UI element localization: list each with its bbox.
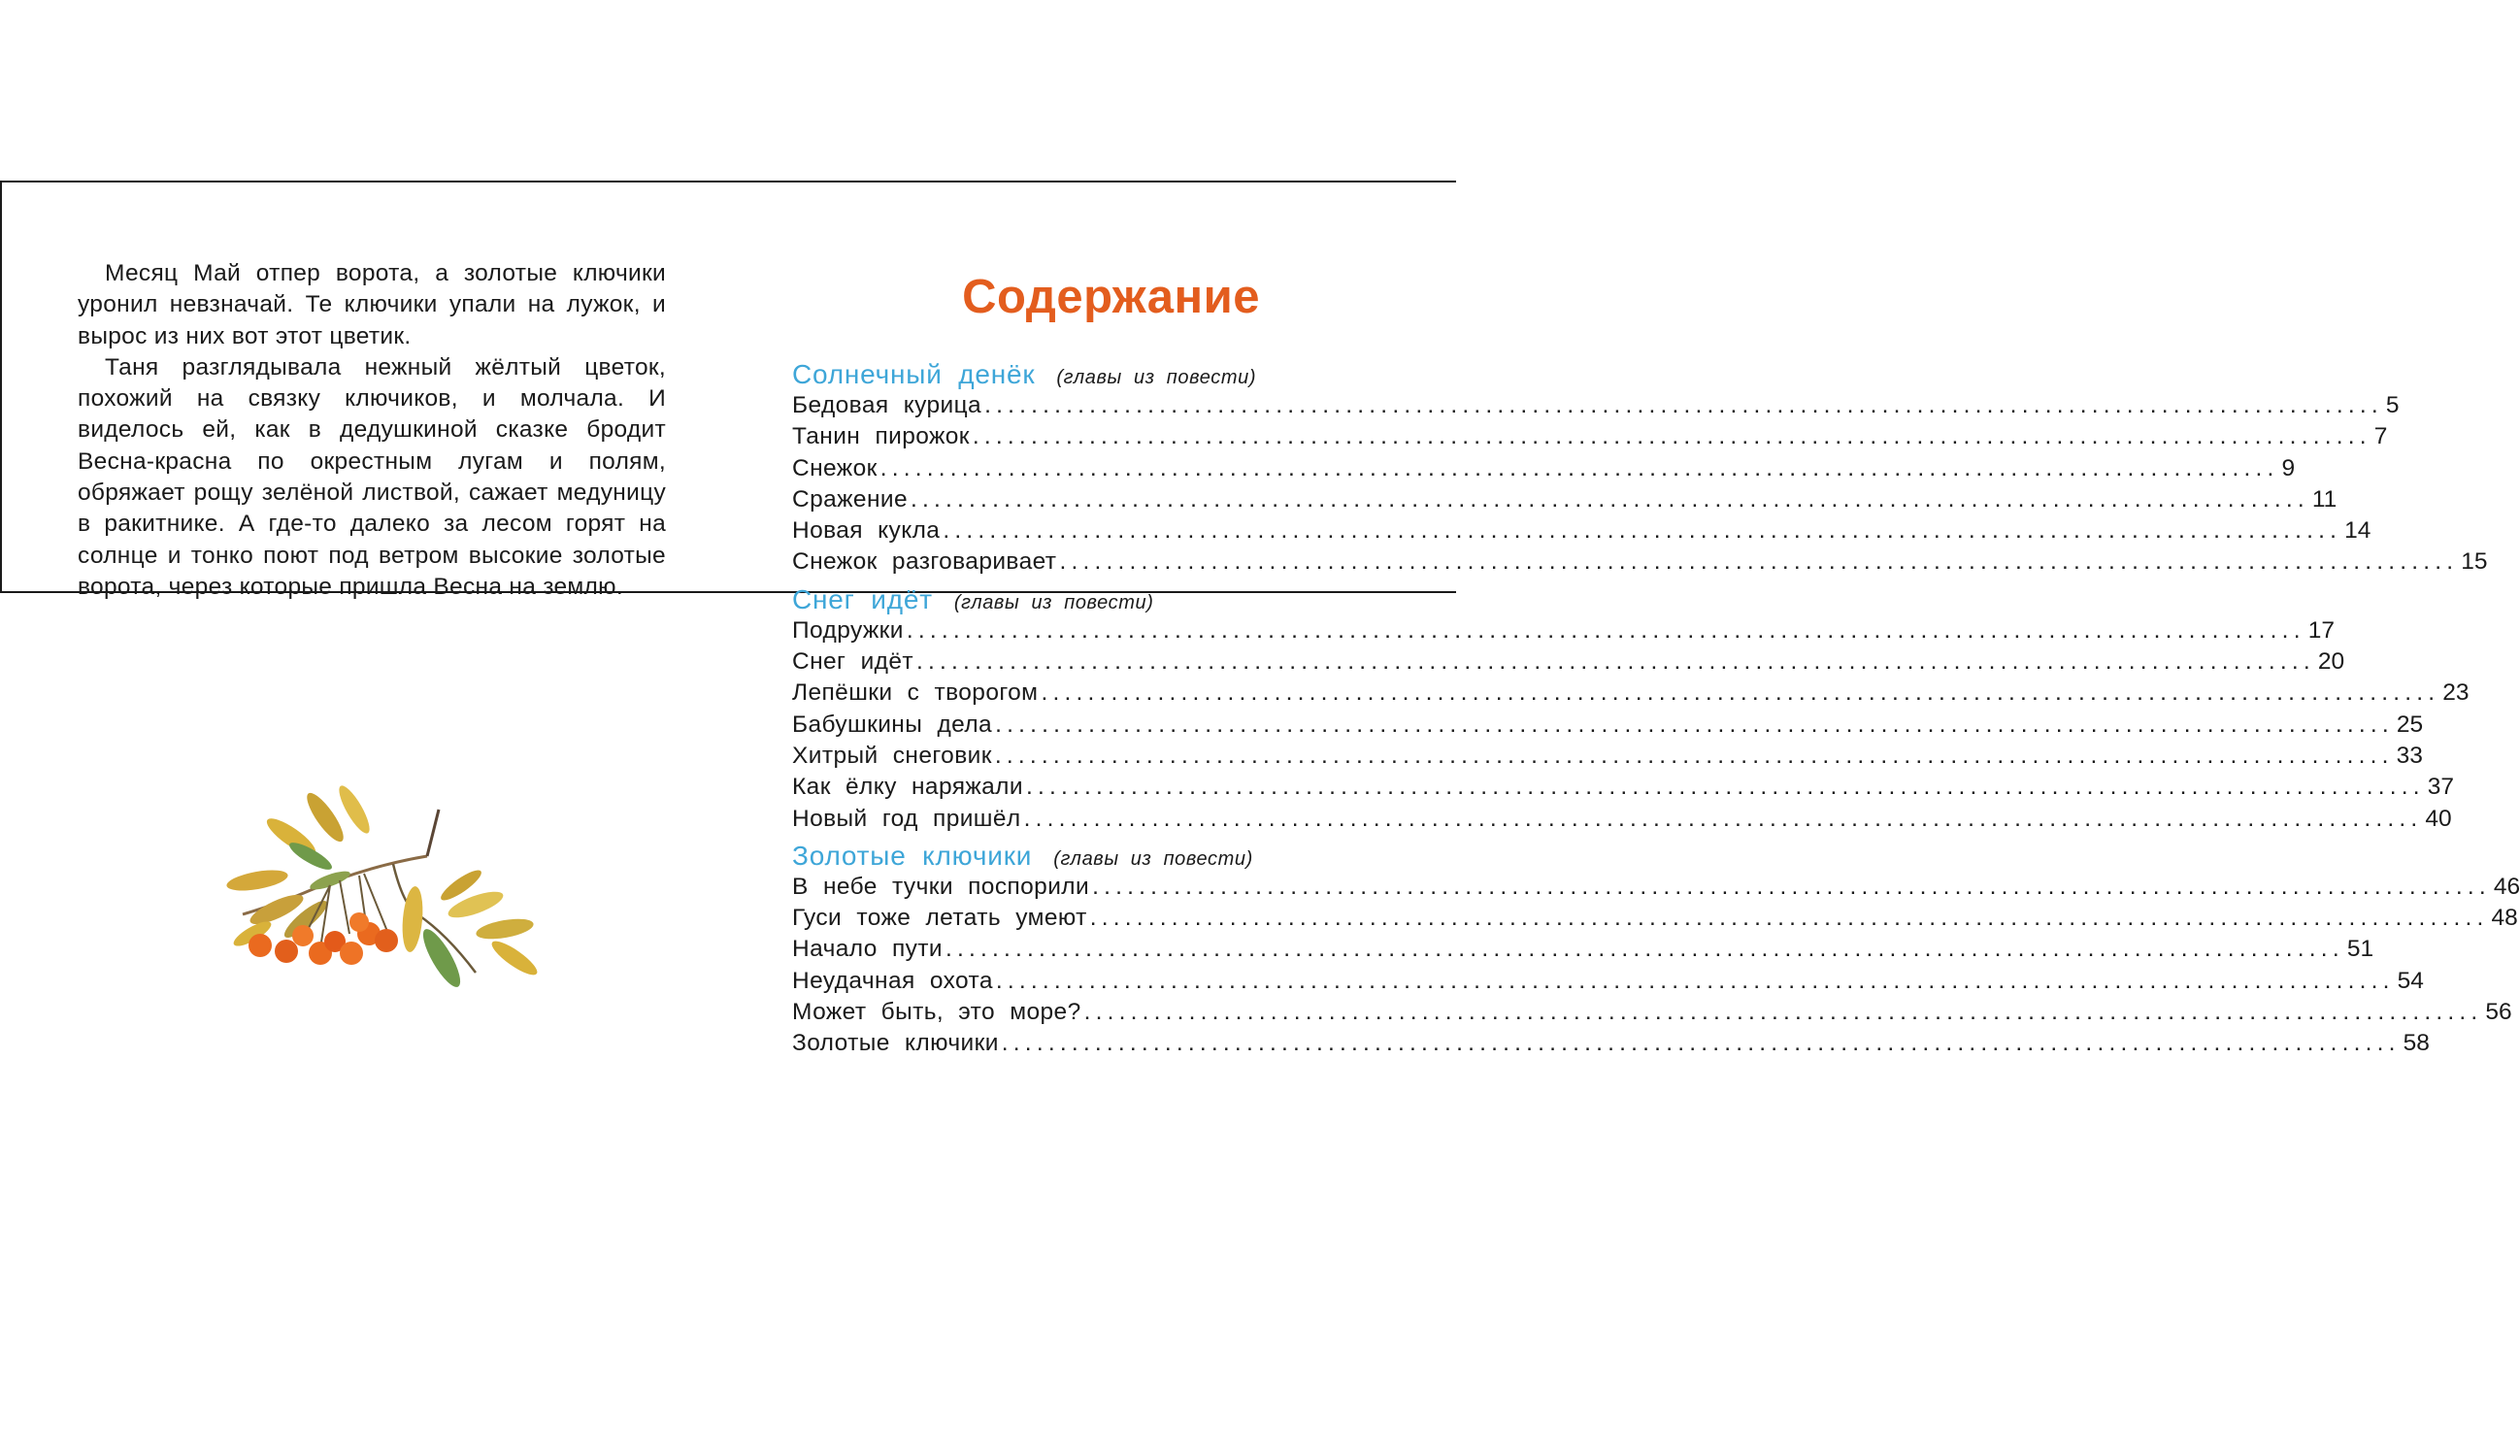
toc-leader-dots: ........................................................................................................................ bbox=[984, 392, 2383, 418]
toc-page-number: 25 bbox=[2396, 711, 2424, 738]
toc-page-number: 9 bbox=[2281, 454, 2296, 481]
toc-entry-label: Снег идёт bbox=[792, 648, 914, 676]
toc-page-number: 54 bbox=[2397, 967, 2424, 994]
toc-entry-label: Хитрый снеговик bbox=[792, 742, 992, 769]
toc-title: Содержание bbox=[962, 271, 1260, 323]
toc-leader-dots: ........................................................................................................................ bbox=[1025, 774, 2425, 801]
toc-leader-dots: ........................................................................................................................ bbox=[994, 742, 2394, 769]
toc-page-number: 40 bbox=[2425, 805, 2452, 832]
toc-entry bbox=[792, 805, 2452, 837]
toc-page-number: 58 bbox=[2403, 1030, 2430, 1057]
toc-entry bbox=[792, 454, 2296, 486]
toc-leader-dots: ........................................................................................................................ bbox=[1023, 805, 2423, 832]
toc-leader-dots: ........................................................................................................................ bbox=[995, 711, 2394, 738]
toc-page-number: 17 bbox=[2307, 616, 2335, 644]
toc-entry bbox=[792, 485, 2338, 517]
toc-entry-label: Танин пирожок bbox=[792, 423, 970, 450]
section-note: (главы из повести) bbox=[1053, 847, 1253, 870]
toc-entry bbox=[792, 679, 2470, 711]
toc-entry bbox=[792, 517, 2371, 548]
story-paragraph: Месяц Май отпер ворота, а золотые ключики уронил невзначай. Те ключики упали на лужок, и вырос из них вот этот цветик. bbox=[78, 260, 666, 349]
toc-page-number: 56 bbox=[2485, 999, 2512, 1026]
toc-entry-label: В небе тучки поспорили bbox=[792, 873, 1090, 900]
toc-page-number: 5 bbox=[2385, 392, 2400, 418]
toc-leader-dots: ........................................................................................................................ bbox=[906, 616, 2305, 644]
toc-entry-label: Может быть, это море? bbox=[792, 999, 1081, 1026]
toc-entry-label: Начало пути bbox=[792, 936, 943, 963]
leaves bbox=[225, 782, 542, 992]
section-note: (главы из повести) bbox=[1056, 367, 1257, 388]
section-title: Снег идёт bbox=[792, 583, 933, 614]
toc-entry bbox=[792, 774, 2455, 805]
toc-leader-dots: ........................................................................................................................ bbox=[943, 517, 2342, 545]
toc-entry bbox=[792, 616, 2335, 648]
toc-entry bbox=[792, 548, 2488, 579]
toc-entry bbox=[792, 1030, 2430, 1061]
toc-leader-dots: ........................................................................................................................ bbox=[1092, 873, 2491, 900]
toc-page-number: 33 bbox=[2396, 742, 2423, 769]
toc-leader-dots: ........................................................................................................................ bbox=[945, 936, 2344, 963]
section-note: (главы из повести) bbox=[953, 591, 1154, 613]
toc-page-number: 37 bbox=[2427, 774, 2455, 801]
toc-leader-dots: ........................................................................................................................ bbox=[1083, 999, 2483, 1026]
toc-entry-label: Бедовая курица bbox=[792, 392, 982, 418]
table-of-contents bbox=[792, 355, 2520, 1062]
toc-entry-label: Золотые ключики bbox=[792, 1030, 999, 1057]
story-paragraph: Таня разглядывала нежный жёлтый цветок, похожий на связку ключиков, и молчала. И виделось ей, как в дедушкиной сказке бродит Весна-красна по окрестным лугам и полям, обряжает рощу зелёной листвой, сажает медуницу в ракитнике. А где-то далеко за лесом горят на солнце и тонко поют под ветром высокие золотые ворота, через которые пришла Весна на землю. bbox=[78, 353, 666, 600]
toc-page-number: 14 bbox=[2344, 517, 2371, 545]
toc-entry bbox=[792, 936, 2374, 967]
toc-leader-dots: ........................................................................................................................ bbox=[911, 485, 2309, 513]
toc-page-number: 20 bbox=[2317, 648, 2345, 676]
story-text bbox=[78, 258, 666, 603]
toc-leader-dots: ........................................................................................................................ bbox=[879, 454, 2279, 481]
toc-entry-label: Снежок bbox=[792, 454, 878, 481]
toc-entry-label: Новая кукла bbox=[792, 517, 941, 545]
toc-entry bbox=[792, 423, 2388, 454]
toc-entry bbox=[792, 711, 2424, 743]
toc-leader-dots: ........................................................................................................................ bbox=[995, 967, 2395, 994]
toc-entry bbox=[792, 967, 2424, 999]
toc-entry-label: Новый год пришёл bbox=[792, 805, 1021, 832]
toc-page-number: 23 bbox=[2442, 679, 2470, 707]
toc-entry-label: Снежок разговаривает bbox=[792, 548, 1057, 576]
toc-entry-label: Гуси тоже летать умеют bbox=[792, 905, 1087, 932]
toc-page-number: 51 bbox=[2346, 936, 2374, 963]
toc-section-heading bbox=[792, 841, 1382, 874]
toc-section-heading bbox=[792, 359, 1382, 392]
toc-page-number: 46 bbox=[2493, 873, 2520, 900]
toc-leader-dots: ........................................................................................................................ bbox=[1089, 905, 2489, 932]
toc-page-number: 15 bbox=[2461, 548, 2488, 576]
toc-entry-label: Неудачная охота bbox=[792, 967, 993, 994]
rowan-branch-icon bbox=[223, 788, 558, 1002]
section-title: Золотые ключики bbox=[792, 840, 1033, 871]
toc-entry bbox=[792, 392, 2400, 423]
section-title: Солнечный денёк bbox=[792, 359, 1036, 389]
toc-page-number: 48 bbox=[2491, 905, 2518, 932]
toc-entry-label: Как ёлку наряжали bbox=[792, 774, 1023, 801]
toc-entry-label: Лепёшки с творогом bbox=[792, 679, 1039, 707]
toc-entry bbox=[792, 742, 2423, 774]
toc-entry bbox=[792, 999, 2512, 1030]
toc-page-number: 7 bbox=[2373, 423, 2388, 450]
toc-entry-label: Подружки bbox=[792, 616, 904, 644]
toc-page-number: 11 bbox=[2311, 485, 2338, 513]
toc-entry-label: Сражение bbox=[792, 485, 909, 513]
toc-leader-dots: ........................................................................................................................ bbox=[1059, 548, 2459, 576]
toc-entry bbox=[792, 648, 2345, 679]
toc-leader-dots: ........................................................................................................................ bbox=[1041, 679, 2440, 707]
toc-entry bbox=[792, 873, 2520, 905]
toc-leader-dots: ........................................................................................................................ bbox=[916, 648, 2315, 676]
toc-entry bbox=[792, 905, 2518, 936]
toc-entry-label: Бабушкины дела bbox=[792, 711, 993, 738]
toc-leader-dots: ........................................................................................................................ bbox=[1001, 1030, 2401, 1057]
toc-leader-dots: ........................................................................................................................ bbox=[972, 423, 2371, 450]
toc-section-heading bbox=[792, 584, 1382, 617]
